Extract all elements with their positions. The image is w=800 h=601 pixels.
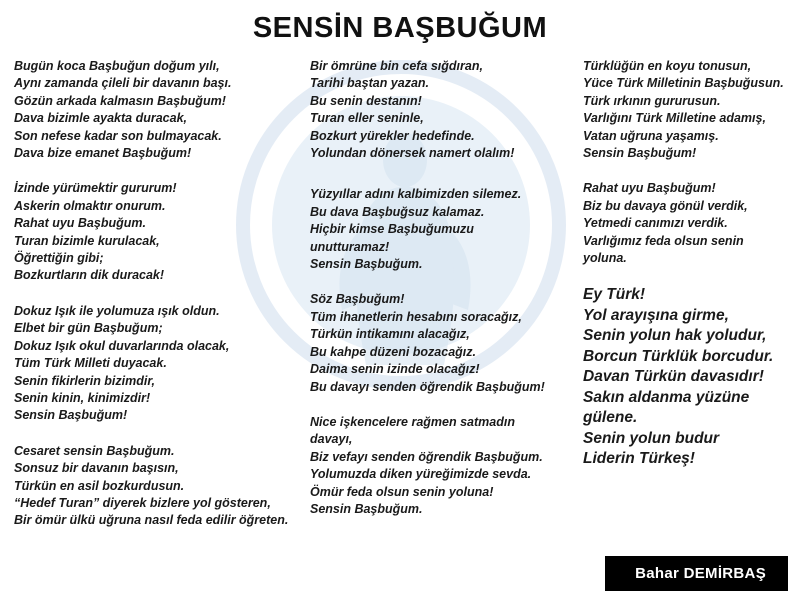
poem-line: Sensin Başbuğum.: [310, 257, 423, 272]
poem-line: Biz bu davaya gönül verdik,: [583, 198, 748, 213]
stanza: [310, 414, 580, 518]
poem-line: Bu senin destanın!: [310, 93, 422, 108]
stanza: [310, 186, 580, 273]
poem-line: Askerin olmaktır onurum.: [14, 198, 166, 213]
poem-line: Son nefese kadar son bulmayacak.: [14, 128, 222, 143]
poem-line: Yetmedi canımızı verdik.: [583, 216, 728, 231]
poem-line: “Hedef Turan” diyerek bizlere yol gösteren,: [14, 495, 271, 510]
stanza: [583, 180, 798, 267]
poem-line: Rahat uyu Başbuğum.: [14, 216, 146, 231]
poem-line: Yolumuzda diken yüreğimizde sevda.: [310, 467, 532, 482]
poem-line: Dokuz Işık ile yolumuza ışık oldun.: [14, 303, 220, 318]
poem-line: Vatan uğruna yaşamış.: [583, 128, 719, 143]
page-title: SENSİN BAŞBUĞUM: [252, 12, 548, 44]
poem-line: Bir ömrüne bin cefa sığdıran,: [310, 59, 483, 73]
poem-line: Bir ömür ülkü uğruna nasıl feda edilir öğreten.: [14, 513, 289, 528]
poem-line: Biz vefayı senden öğrendik Başbuğum.: [310, 449, 543, 464]
poem-line: Yüzyıllar adını kalbimizden silemez.: [310, 187, 522, 202]
author-credit: Bahar DEMİRBAŞ: [605, 556, 788, 591]
stanza-emphasis: [583, 285, 798, 470]
poem-line: Hiçbir kimse Başbuğumuzu: [310, 222, 474, 237]
poem-line: Yüce Türk Milletinin Başbuğusun.: [583, 76, 784, 91]
poem-line: Sonsuz bir davanın başısın,: [14, 461, 179, 476]
poem-line: Türk ırkının gururusun.: [583, 93, 721, 108]
poem-line: Varlığını Türk Milletine adamış,: [583, 111, 766, 126]
poem-line: Nice işkencelere rağmen satmadın: [310, 414, 515, 429]
poem-line: Cesaret sensin Başbuğum.: [14, 443, 175, 458]
poem-line: İzinde yürümektir gururum!: [14, 181, 177, 196]
poem-line: Senin yolun budur: [583, 429, 720, 447]
poem-line: davayı,: [310, 432, 353, 447]
poem-line: Türkün en asil bozkurdusun.: [14, 478, 185, 493]
stanza: [14, 303, 304, 425]
poem-line: Türklüğün en koyu tonusun,: [583, 59, 752, 73]
poem-line: Gözün arkada kalmasın Başbuğum!: [14, 93, 226, 108]
poem-line: Türkün intikamını alacağız,: [310, 327, 470, 342]
poem-line: Dava bizimle ayakta duracak,: [14, 111, 188, 126]
poem-line: Daima senin izinde olacağız!: [310, 362, 480, 377]
poem-column-3: [583, 58, 798, 488]
poem-line: Aynı zamanda çileli bir davanın başı.: [14, 76, 232, 91]
poem-line: Sensin Başbuğum.: [310, 501, 423, 516]
poem-line: Elbet bir gün Başbuğum;: [14, 321, 163, 336]
stanza: [583, 58, 798, 162]
poem-line: Tüm ihanetlerin hesabını soracağız,: [310, 309, 522, 324]
poem-line: Yolundan dönersek namert olalım!: [310, 146, 515, 161]
poem-line: gülene.: [583, 409, 638, 427]
poem-line: unutturamaz!: [310, 239, 390, 254]
stanza: [310, 291, 580, 395]
poem-line: Turan eller seninle,: [310, 111, 424, 126]
poem-line: Bu kahpe düzeni bozacağız.: [310, 344, 476, 359]
poem-line: Söz Başbuğum!: [310, 292, 405, 307]
poem-line: Bugün koca Başbuğun doğum yılı,: [14, 59, 220, 73]
poem-line: Varlığımız feda olsun senin: [583, 233, 744, 248]
poem-line: Turan bizimle kurulacak,: [14, 233, 160, 248]
poem-line: Senin fikirlerin bizimdir,: [14, 373, 156, 388]
stanza: [14, 58, 304, 162]
poem-line: Bozkurt yürekler hedefinde.: [310, 128, 475, 143]
poem-line: Davan Türkün davasıdır!: [583, 368, 764, 386]
poem-line: Senin yolun hak yoludur,: [583, 327, 767, 345]
stanza: [310, 58, 580, 162]
stanza: [14, 180, 304, 284]
poem-line: Sakın aldanma yüzüne: [583, 388, 750, 406]
poem-line: Tüm Türk Milleti duyacak.: [14, 356, 167, 371]
poem-line: Sensin Başbuğum!: [14, 408, 128, 423]
stanza: [14, 443, 304, 530]
poem-line: Bu dava Başbuğsuz kalamaz.: [310, 204, 485, 219]
poem-line: Dava bize emanet Başbuğum!: [14, 146, 192, 161]
poem-line: Liderin Türkeş!: [583, 450, 695, 468]
poem-line: Borcun Türklük borcudur.: [583, 347, 774, 365]
poem-line: Senin kinin, kinimizdir!: [14, 390, 151, 405]
poem-column-1: [14, 58, 304, 548]
poem-column-2: [310, 58, 580, 536]
poem-line: Rahat uyu Başbuğum!: [583, 181, 716, 196]
poem-line: Yol arayışına girme,: [583, 306, 729, 324]
poem-line: Bozkurtların dik duracak!: [14, 268, 165, 283]
poem-line: yoluna.: [583, 251, 627, 266]
poem-line: Dokuz Işık okul duvarlarında olacak,: [14, 338, 230, 353]
poem-line: Ey Türk!: [583, 286, 646, 304]
poem-line: Sensin Başbuğum!: [583, 146, 697, 161]
poem-line: Bu davayı senden öğrendik Başbuğum!: [310, 379, 545, 394]
poem-line: Öğrettiğin gibi;: [14, 251, 104, 266]
poem-line: Tarihi baştan yazan.: [310, 76, 430, 91]
poem-line: Ömür feda olsun senin yoluna!: [310, 484, 494, 499]
